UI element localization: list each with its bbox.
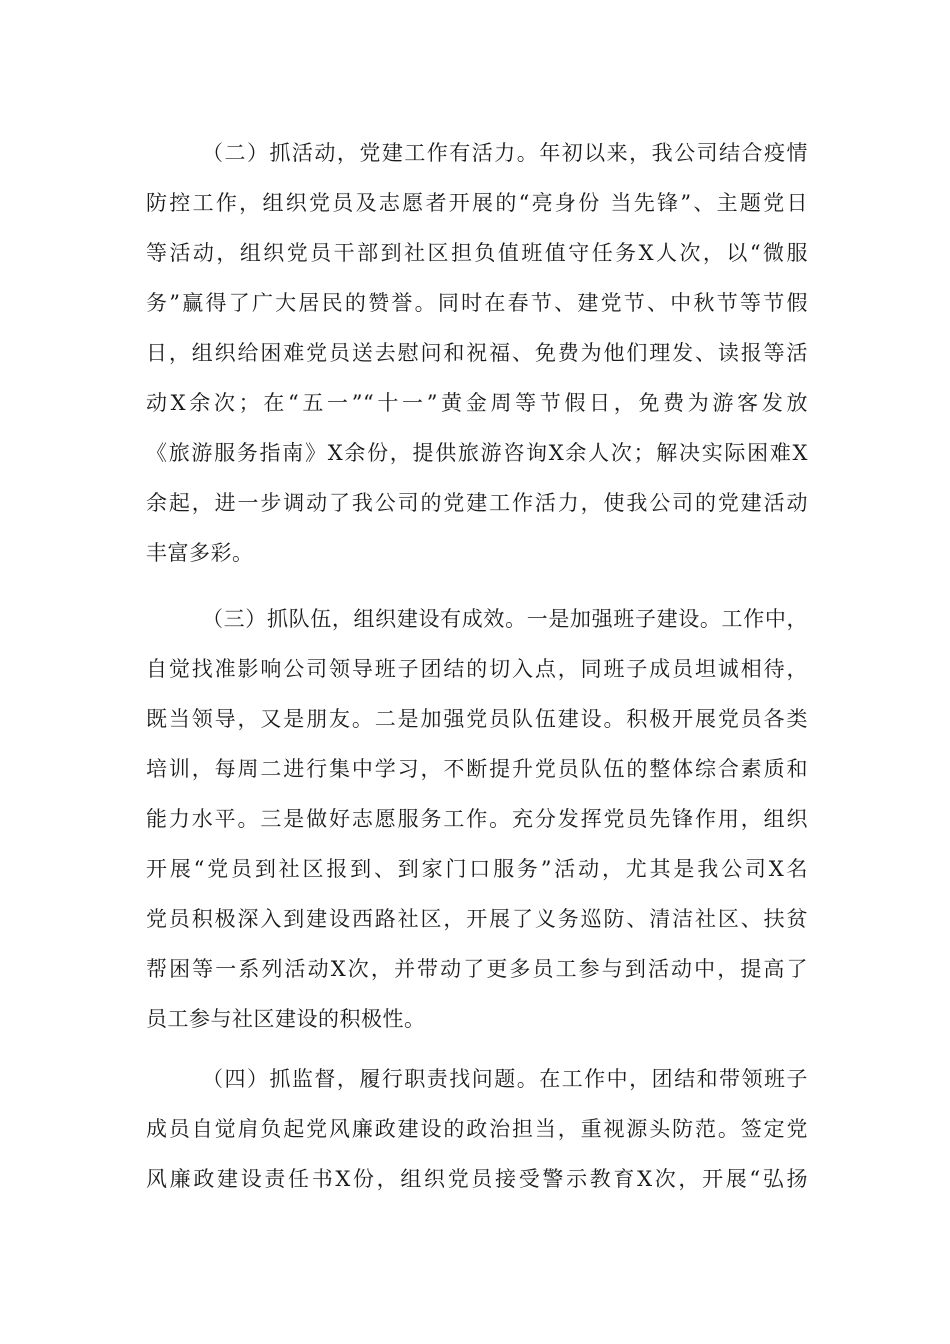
- text-line: 《旅游服务指南》X余份，提供旅游咨询X余人次；解决实际困难X: [146, 441, 808, 465]
- text-line: 务”赢得了广大居民的赞誉。同时在春节、建党节、中秋节等节假: [146, 291, 808, 315]
- text-line: （二）抓活动，党建工作有活力。年初以来，我公司结合疫情: [202, 141, 808, 165]
- text-line: 开展“党员到社区报到、到家门口服务”活动，尤其是我公司X名: [146, 857, 808, 881]
- text-line: 日，组织给困难党员送去慰问和祝福、免费为他们理发、读报等活: [146, 341, 808, 365]
- paragraph-team: [146, 600, 808, 1050]
- text-line: 等活动，组织党员干部到社区担负值班值守任务X人次，以“微服: [146, 241, 808, 265]
- text-line: （三）抓队伍，组织建设有成效。一是加强班子建设。工作中，: [202, 607, 808, 631]
- paragraph-supervision: [146, 1060, 808, 1210]
- text-line: 员工参与社区建设的积极性。: [146, 1007, 426, 1031]
- text-line: 党员积极深入到建设西路社区，开展了义务巡防、清洁社区、扶贫: [146, 907, 808, 931]
- text-line: 动X余次；在“五一”“十一”黄金周等节假日，免费为游客发放: [146, 391, 808, 415]
- text-line: 能力水平。三是做好志愿服务工作。充分发挥党员先锋作用，组织: [146, 807, 808, 831]
- paragraph-spacer: [146, 584, 808, 600]
- paragraph-spacer: [146, 1050, 808, 1060]
- text-line: 余起，进一步调动了我公司的党建工作活力，使我公司的党建活动: [146, 491, 808, 515]
- text-line: 丰富多彩。: [146, 541, 254, 565]
- text-line: （四）抓监督，履行职责找问题。在工作中，团结和带领班子: [202, 1067, 808, 1091]
- text-line: 风廉政建设责任书X份，组织党员接受警示教育X次，开展“弘扬: [146, 1167, 808, 1191]
- text-line: 成员自觉肩负起党风廉政建设的政治担当，重视源头防范。签定党: [146, 1117, 808, 1141]
- text-line: 自觉找准影响公司领导班子团结的切入点，同班子成员坦诚相待，: [146, 657, 808, 681]
- text-line: 帮困等一系列活动X次，并带动了更多员工参与到活动中，提高了: [146, 957, 808, 981]
- paragraph-activities: [146, 134, 808, 584]
- document-body: [146, 134, 808, 1210]
- text-line: 既当领导，又是朋友。二是加强党员队伍建设。积极开展党员各类: [146, 707, 808, 731]
- text-line: 培训，每周二进行集中学习，不断提升党员队伍的整体综合素质和: [146, 757, 808, 781]
- text-line: 防控工作，组织党员及志愿者开展的“亮身份 当先锋”、主题党日: [146, 191, 808, 215]
